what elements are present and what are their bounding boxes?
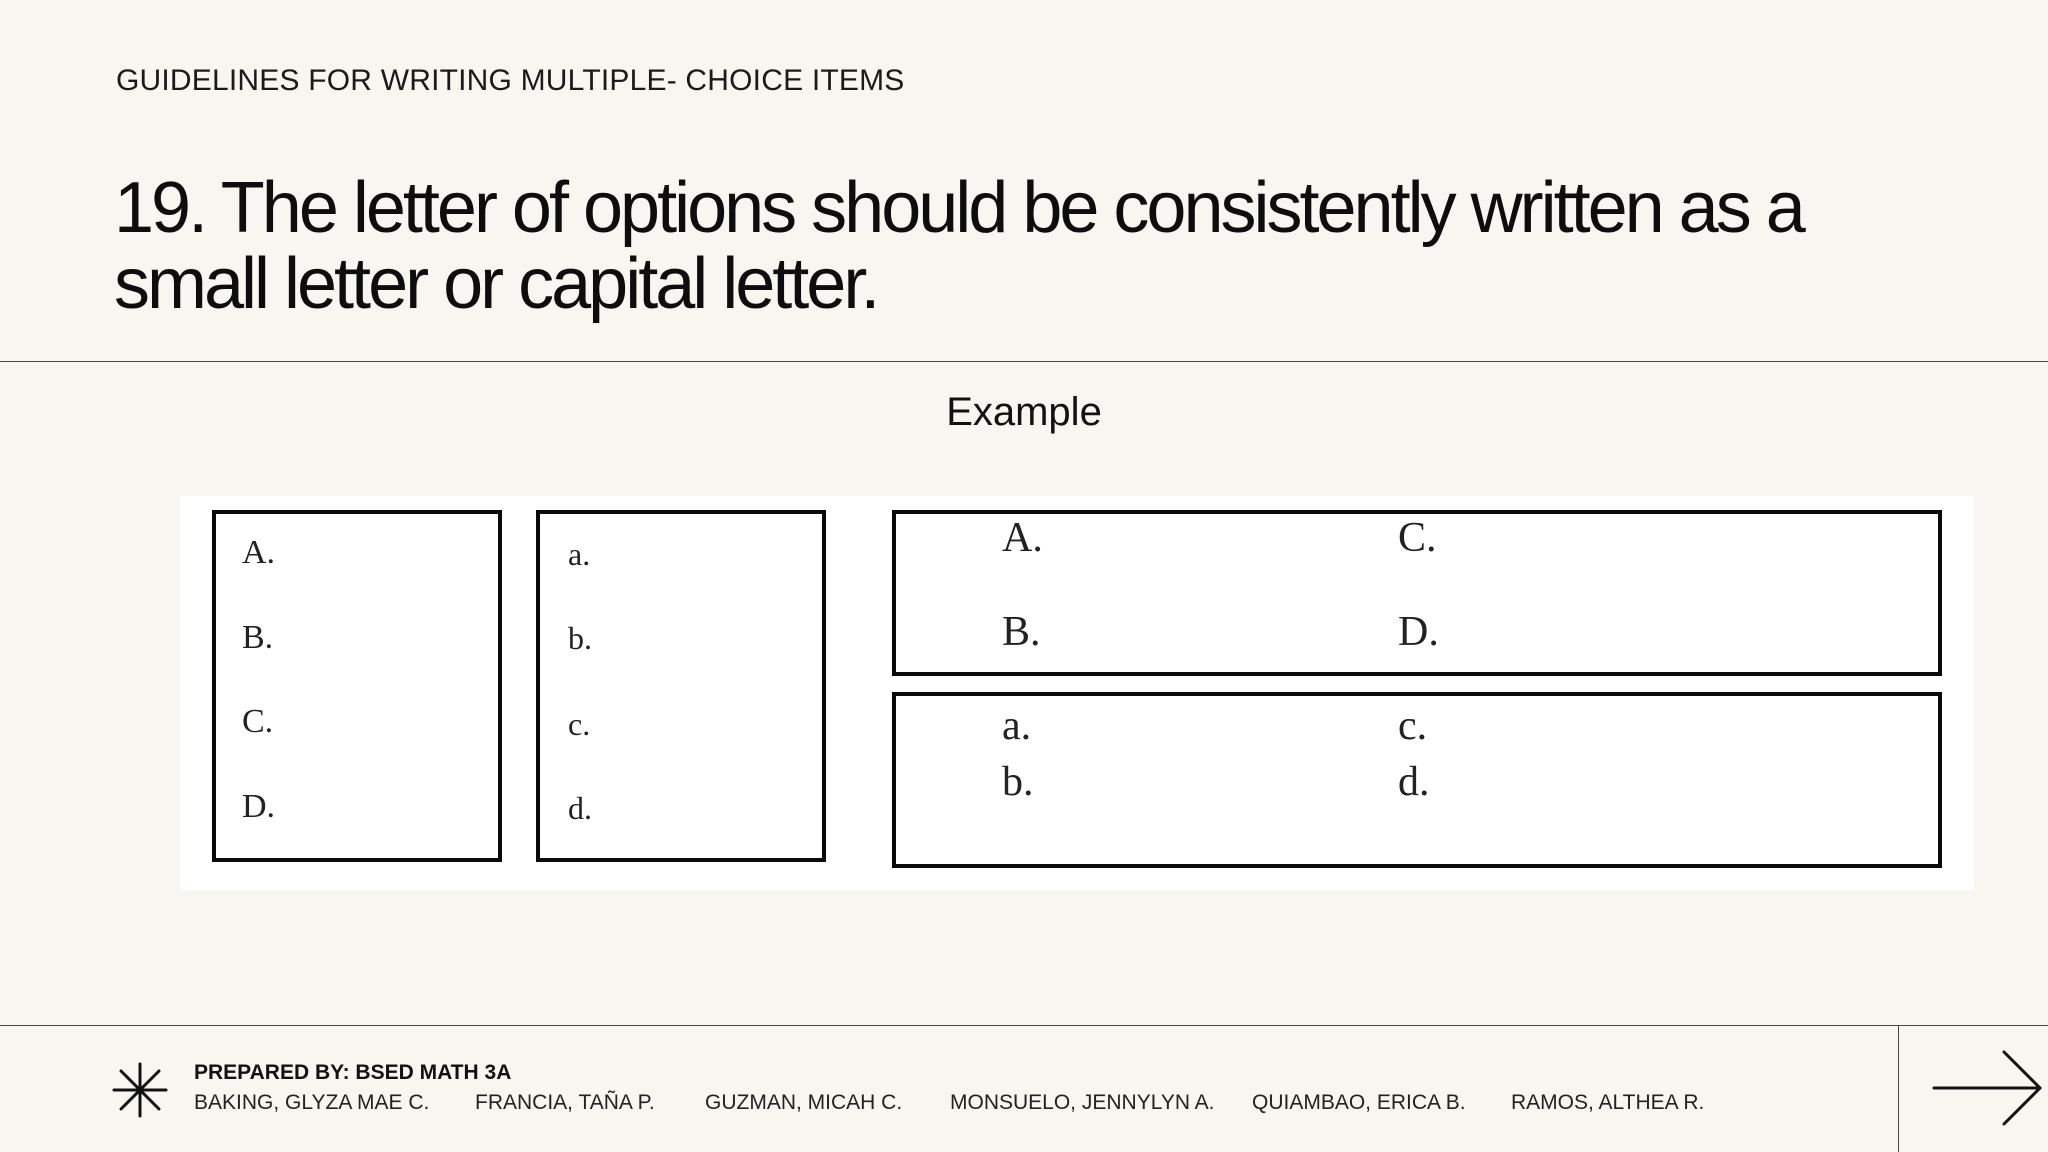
option-label: C. xyxy=(242,703,274,740)
asterisk-star-icon xyxy=(112,1062,168,1118)
option-label: A. xyxy=(1002,515,1043,561)
author-name: MONSUELO, JENNYLYN A. xyxy=(950,1091,1215,1114)
author-name: RAMOS, ALTHEA R. xyxy=(1511,1091,1705,1114)
options-box-vertical-small xyxy=(536,510,826,862)
prepared-by: PREPARED BY: BSED MATH 3A xyxy=(194,1061,512,1084)
option-label: c. xyxy=(1398,703,1428,749)
option-label: D. xyxy=(1398,609,1439,655)
author-name: BAKING, GLYZA MAE C. xyxy=(194,1091,430,1114)
author-name: QUIAMBAO, ERICA B. xyxy=(1252,1091,1466,1114)
option-label: d. xyxy=(568,790,592,826)
option-label: b. xyxy=(568,620,592,656)
slide-kicker: GUIDELINES FOR WRITING MULTIPLE- CHOICE ITEMS xyxy=(116,64,905,97)
footer-divider xyxy=(1898,1025,1899,1152)
divider-top xyxy=(0,361,2048,362)
option-label: d. xyxy=(1398,759,1430,805)
author-name: FRANCIA, TAÑA P. xyxy=(475,1091,655,1114)
options-box-grid-capital xyxy=(892,510,1942,676)
slide-title: 19. The letter of options should be consistently written as a small letter or capital letter. xyxy=(114,168,1803,324)
option-label: A. xyxy=(242,534,276,571)
divider-bottom xyxy=(0,1025,2048,1026)
author-name: GUZMAN, MICAH C. xyxy=(705,1091,903,1114)
option-label: B. xyxy=(1002,609,1041,655)
options-box-grid-small xyxy=(892,692,1942,868)
option-label: c. xyxy=(568,706,591,742)
option-label: B. xyxy=(242,619,274,656)
option-label: b. xyxy=(1002,759,1034,805)
example-label: Example xyxy=(946,390,1102,434)
options-box-vertical-capital xyxy=(212,510,502,862)
option-label: C. xyxy=(1398,515,1437,561)
option-label: a. xyxy=(1002,703,1032,749)
example-figure xyxy=(180,496,1974,890)
arrow-right-icon[interactable] xyxy=(1932,1048,2048,1128)
option-label: D. xyxy=(242,788,276,825)
option-label: a. xyxy=(568,536,591,572)
